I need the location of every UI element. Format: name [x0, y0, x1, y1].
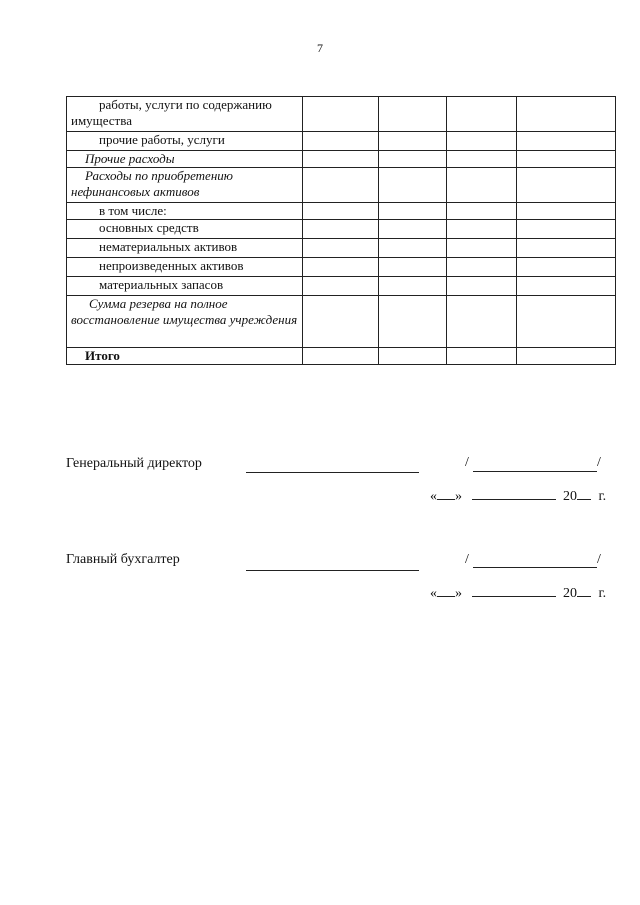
page-number: 7 [317, 41, 323, 55]
date-quote-close: » [455, 586, 462, 601]
table-cell [517, 203, 616, 220]
table-cell [379, 239, 447, 258]
table-cell [379, 258, 447, 277]
date-year-prefix: 20 [563, 489, 577, 504]
director-slash-open: / [465, 455, 469, 470]
table-cell [517, 132, 616, 151]
table-cell [447, 203, 517, 220]
accountant-name-line[interactable] [473, 567, 597, 568]
table-row [67, 132, 616, 151]
table-row [67, 220, 616, 239]
table-cell [303, 220, 379, 239]
table-row [67, 151, 616, 168]
table-cell [447, 97, 517, 132]
date-day-blank[interactable] [437, 486, 455, 500]
table-row [67, 296, 616, 348]
table-cell [447, 258, 517, 277]
table-cell [379, 220, 447, 239]
accountant-date [430, 583, 606, 602]
row-label: в том числе: [67, 203, 303, 220]
accountant-slash-open: / [465, 552, 469, 567]
row-label: работы, услуги по содержанию имущества [67, 97, 303, 132]
table-cell [379, 132, 447, 151]
director-name-line[interactable] [473, 471, 597, 472]
table-cell [303, 239, 379, 258]
accountant-slash-close: / [597, 552, 601, 567]
accountant-label: Главный бухгалтер [66, 552, 180, 567]
date-quote-open: « [430, 586, 437, 601]
director-slash-close: / [597, 455, 601, 470]
table-row [67, 168, 616, 203]
table-row [67, 203, 616, 220]
table-cell [447, 132, 517, 151]
table-cell [517, 220, 616, 239]
table-cell [517, 151, 616, 168]
table-cell [303, 132, 379, 151]
table-cell [303, 203, 379, 220]
table-cell [379, 97, 447, 132]
table-row [67, 97, 616, 132]
table-cell [379, 168, 447, 203]
row-label: материальных запасов [67, 277, 303, 296]
table-row [67, 258, 616, 277]
row-label: Итого [67, 348, 303, 365]
table-cell [517, 348, 616, 365]
table-cell [517, 97, 616, 132]
table-cell [379, 348, 447, 365]
table-cell [447, 348, 517, 365]
row-label: непроизведенных активов [67, 258, 303, 277]
row-label: нематериальных активов [67, 239, 303, 258]
date-quote-close: » [455, 489, 462, 504]
table-cell [379, 203, 447, 220]
table-cell [379, 277, 447, 296]
date-year-suffix: г. [598, 489, 607, 504]
table-cell [517, 277, 616, 296]
date-quote-open: « [430, 489, 437, 504]
date-year-blank[interactable] [577, 583, 591, 597]
table-cell [303, 151, 379, 168]
table-cell [447, 296, 517, 348]
table-cell [303, 168, 379, 203]
date-month-blank[interactable] [472, 486, 556, 500]
date-month-blank[interactable] [472, 583, 556, 597]
row-label: основных средств [67, 220, 303, 239]
row-label: Прочие расходы [67, 151, 303, 168]
date-year-blank[interactable] [577, 486, 591, 500]
date-year-suffix: г. [598, 586, 607, 601]
table-cell [517, 258, 616, 277]
table-cell [517, 168, 616, 203]
row-label: Сумма резерва на полное восстановление имущества учреждения [67, 296, 303, 348]
table-cell [517, 239, 616, 258]
table-cell [379, 296, 447, 348]
director-label: Генеральный директор [66, 456, 202, 471]
director-signature-line[interactable] [246, 472, 419, 473]
table-cell [303, 97, 379, 132]
row-label: прочие работы, услуги [67, 132, 303, 151]
report-table [66, 96, 616, 365]
table-cell [447, 277, 517, 296]
table-cell [447, 220, 517, 239]
table-cell [447, 168, 517, 203]
director-date [430, 486, 606, 505]
table-cell [447, 239, 517, 258]
table-row [67, 277, 616, 296]
table-cell [447, 151, 517, 168]
table-cell [303, 296, 379, 348]
table-row-total [67, 348, 616, 365]
row-label: Расходы по приобретению нефинансовых активов [67, 168, 303, 203]
table-cell [517, 296, 616, 348]
table-cell [303, 277, 379, 296]
table-row [67, 239, 616, 258]
table-cell [303, 258, 379, 277]
table-cell [303, 348, 379, 365]
table-cell [379, 151, 447, 168]
date-day-blank[interactable] [437, 583, 455, 597]
date-year-prefix: 20 [563, 586, 577, 601]
accountant-signature-line[interactable] [246, 570, 419, 571]
